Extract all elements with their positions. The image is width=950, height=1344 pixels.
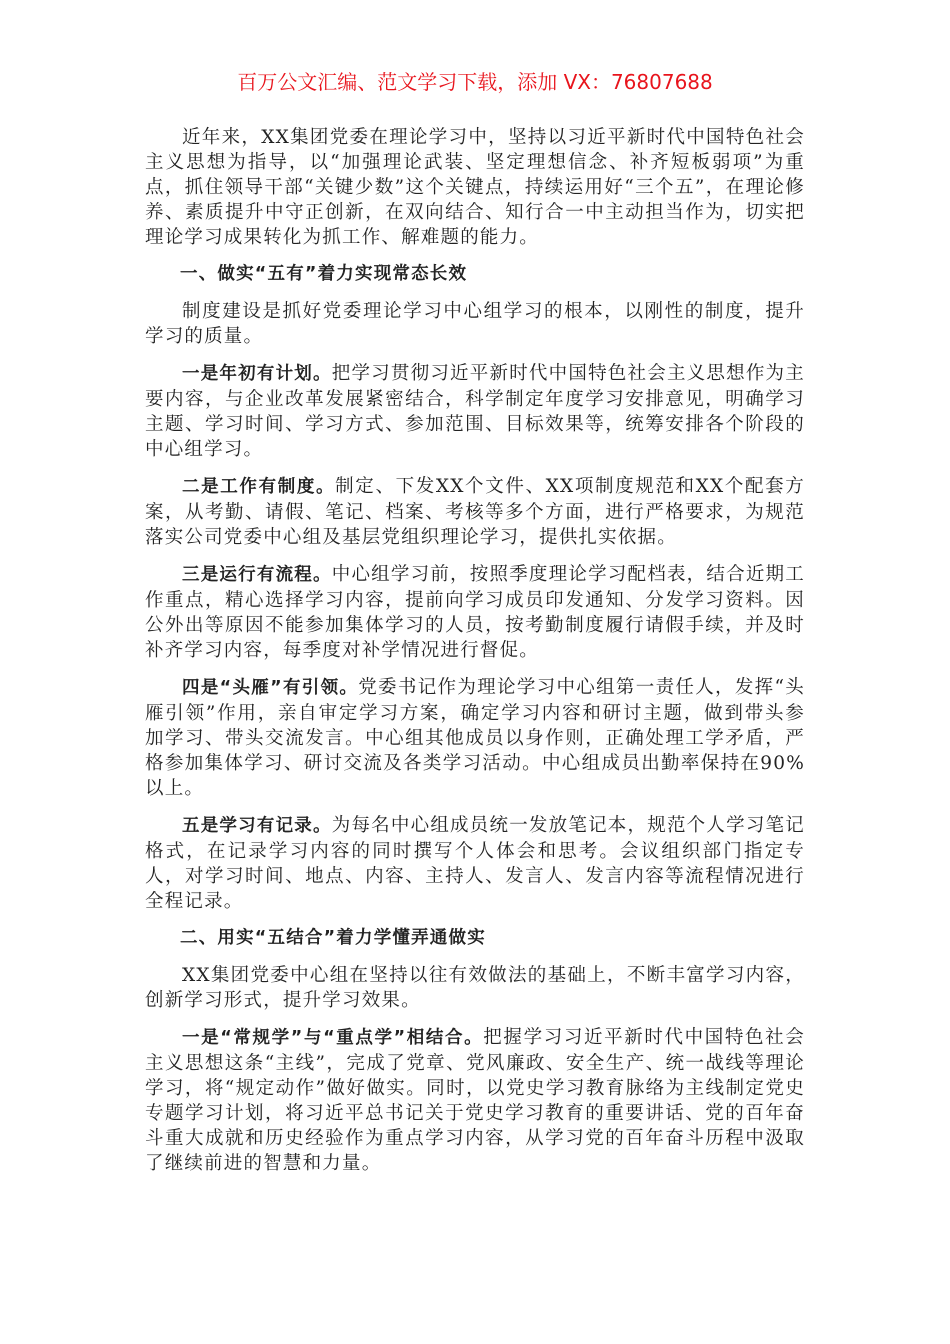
watermark-banner: 百万公文汇编、范文学习下载，添加 VX：76807688 bbox=[237, 70, 713, 94]
paragraph bbox=[145, 474, 805, 550]
paragraph bbox=[145, 562, 805, 663]
paragraph bbox=[145, 963, 805, 1013]
paragraph-lead: 三是运行有流程。 bbox=[182, 565, 332, 585]
paragraph bbox=[145, 361, 805, 462]
intro-paragraph bbox=[145, 125, 805, 250]
paragraph bbox=[145, 299, 805, 349]
paragraph-text: 制定、下发XX个文件、XX项制度规范和XX个配套方案，从考勤、请假、笔记、档案、考核等多个方面，进行严格要求，为规范落实公司党委中心组及基层党组织理论学习，提供扎实依据。 bbox=[145, 476, 805, 548]
paragraph-text: 把学习贯彻习近平新时代中国特色社会主义思想作为主要内容，与企业改革发展紧密结合，科学制定年度学习安排意见，明确学习主题、学习时间、学习方式、参加范围、目标效果等，统筹安排各个阶段的中心组学习。 bbox=[145, 363, 805, 460]
paragraph-text: 把握学习习近平新时代中国特色社会主义思想这条“主线”，完成了党章、党风廉政、安全生产、统一战线等理论学习，将“规定动作”做好做实。同时，以党史学习教育脉络为主线制定党史专题学习计划，将习近平总书记关于党史学习教育的重要讲话、党的百年奋斗重大成就和历史经验作为重点学习内容，从学习党的百年奋斗历程中汲取了继续前进的智慧和力量。 bbox=[145, 1027, 806, 1174]
paragraph-text: 党委书记作为理论学习中心组第一责任人，发挥“头雁引领”作用，亲自审定学习方案，确定学习内容和研讨主题，做到带头参加学习、带头交流发言。中心组其他成员以身作则，正确处理工学矛盾，严格参加集体学习、研讨交流及各类学习活动。中心组成员出勤率保持在90%以上。 bbox=[145, 677, 805, 799]
paragraph-text: 中心组学习前，按照季度理论学习配档表，结合近期工作重点，精心选择学习内容，提前向学习成员印发通知、分发学习资料。因公外出等原因不能参加集体学习的人员，按考勤制度履行请假手续，并及时补齐学习内容，每季度对补学情况进行督促。 bbox=[145, 564, 805, 661]
paragraph bbox=[145, 1025, 805, 1176]
paragraph bbox=[145, 675, 805, 801]
paragraph-lead: 一是年初有计划。 bbox=[182, 364, 332, 384]
paragraph-lead: 一是“常规学”与“重点学”相结合。 bbox=[182, 1028, 484, 1048]
paragraph-text: 制度建设是抓好党委理论学习中心组学习的根本，以刚性的制度，提升学习的质量。 bbox=[145, 301, 805, 347]
paragraph bbox=[145, 813, 805, 914]
paragraph-lead: 二是工作有制度。 bbox=[182, 477, 336, 497]
section-heading-2: 二、用实“五结合”着力学懂弄通做实 bbox=[180, 928, 486, 948]
document-body bbox=[145, 125, 805, 1188]
paragraph-lead: 五是学习有记录。 bbox=[182, 816, 332, 836]
paragraph-text: XX集团党委中心组在坚持以往有效做法的基础上，不断丰富学习内容，创新学习形式，提升学习效果。 bbox=[145, 965, 805, 1011]
section-heading-1: 一、做实“五有”着力实现常态长效 bbox=[180, 264, 468, 284]
paragraph-text: 近年来，XX集团党委在理论学习中，坚持以习近平新时代中国特色社会主义思想为指导，以“加强理论武装、坚定理想信念、补齐短板弱项”为重点，抓住领导干部“关键少数”这个关键点，持续运用好“三个五”，在理论修养、素质提升中守正创新，在双向结合、知行合一中主动担当作为，切实把理论学习成果转化为抓工作、解难题的能力。 bbox=[145, 127, 805, 248]
paragraph-text: 为每名中心组成员统一发放笔记本，规范个人学习笔记格式，在记录学习内容的同时撰写个人体会和思考。会议组织部门指定专人，对学习时间、地点、内容、主持人、发言人、发言内容等流程情况进行全程记录。 bbox=[145, 815, 805, 912]
paragraph-lead: 四是“头雁”有引领。 bbox=[182, 678, 359, 698]
